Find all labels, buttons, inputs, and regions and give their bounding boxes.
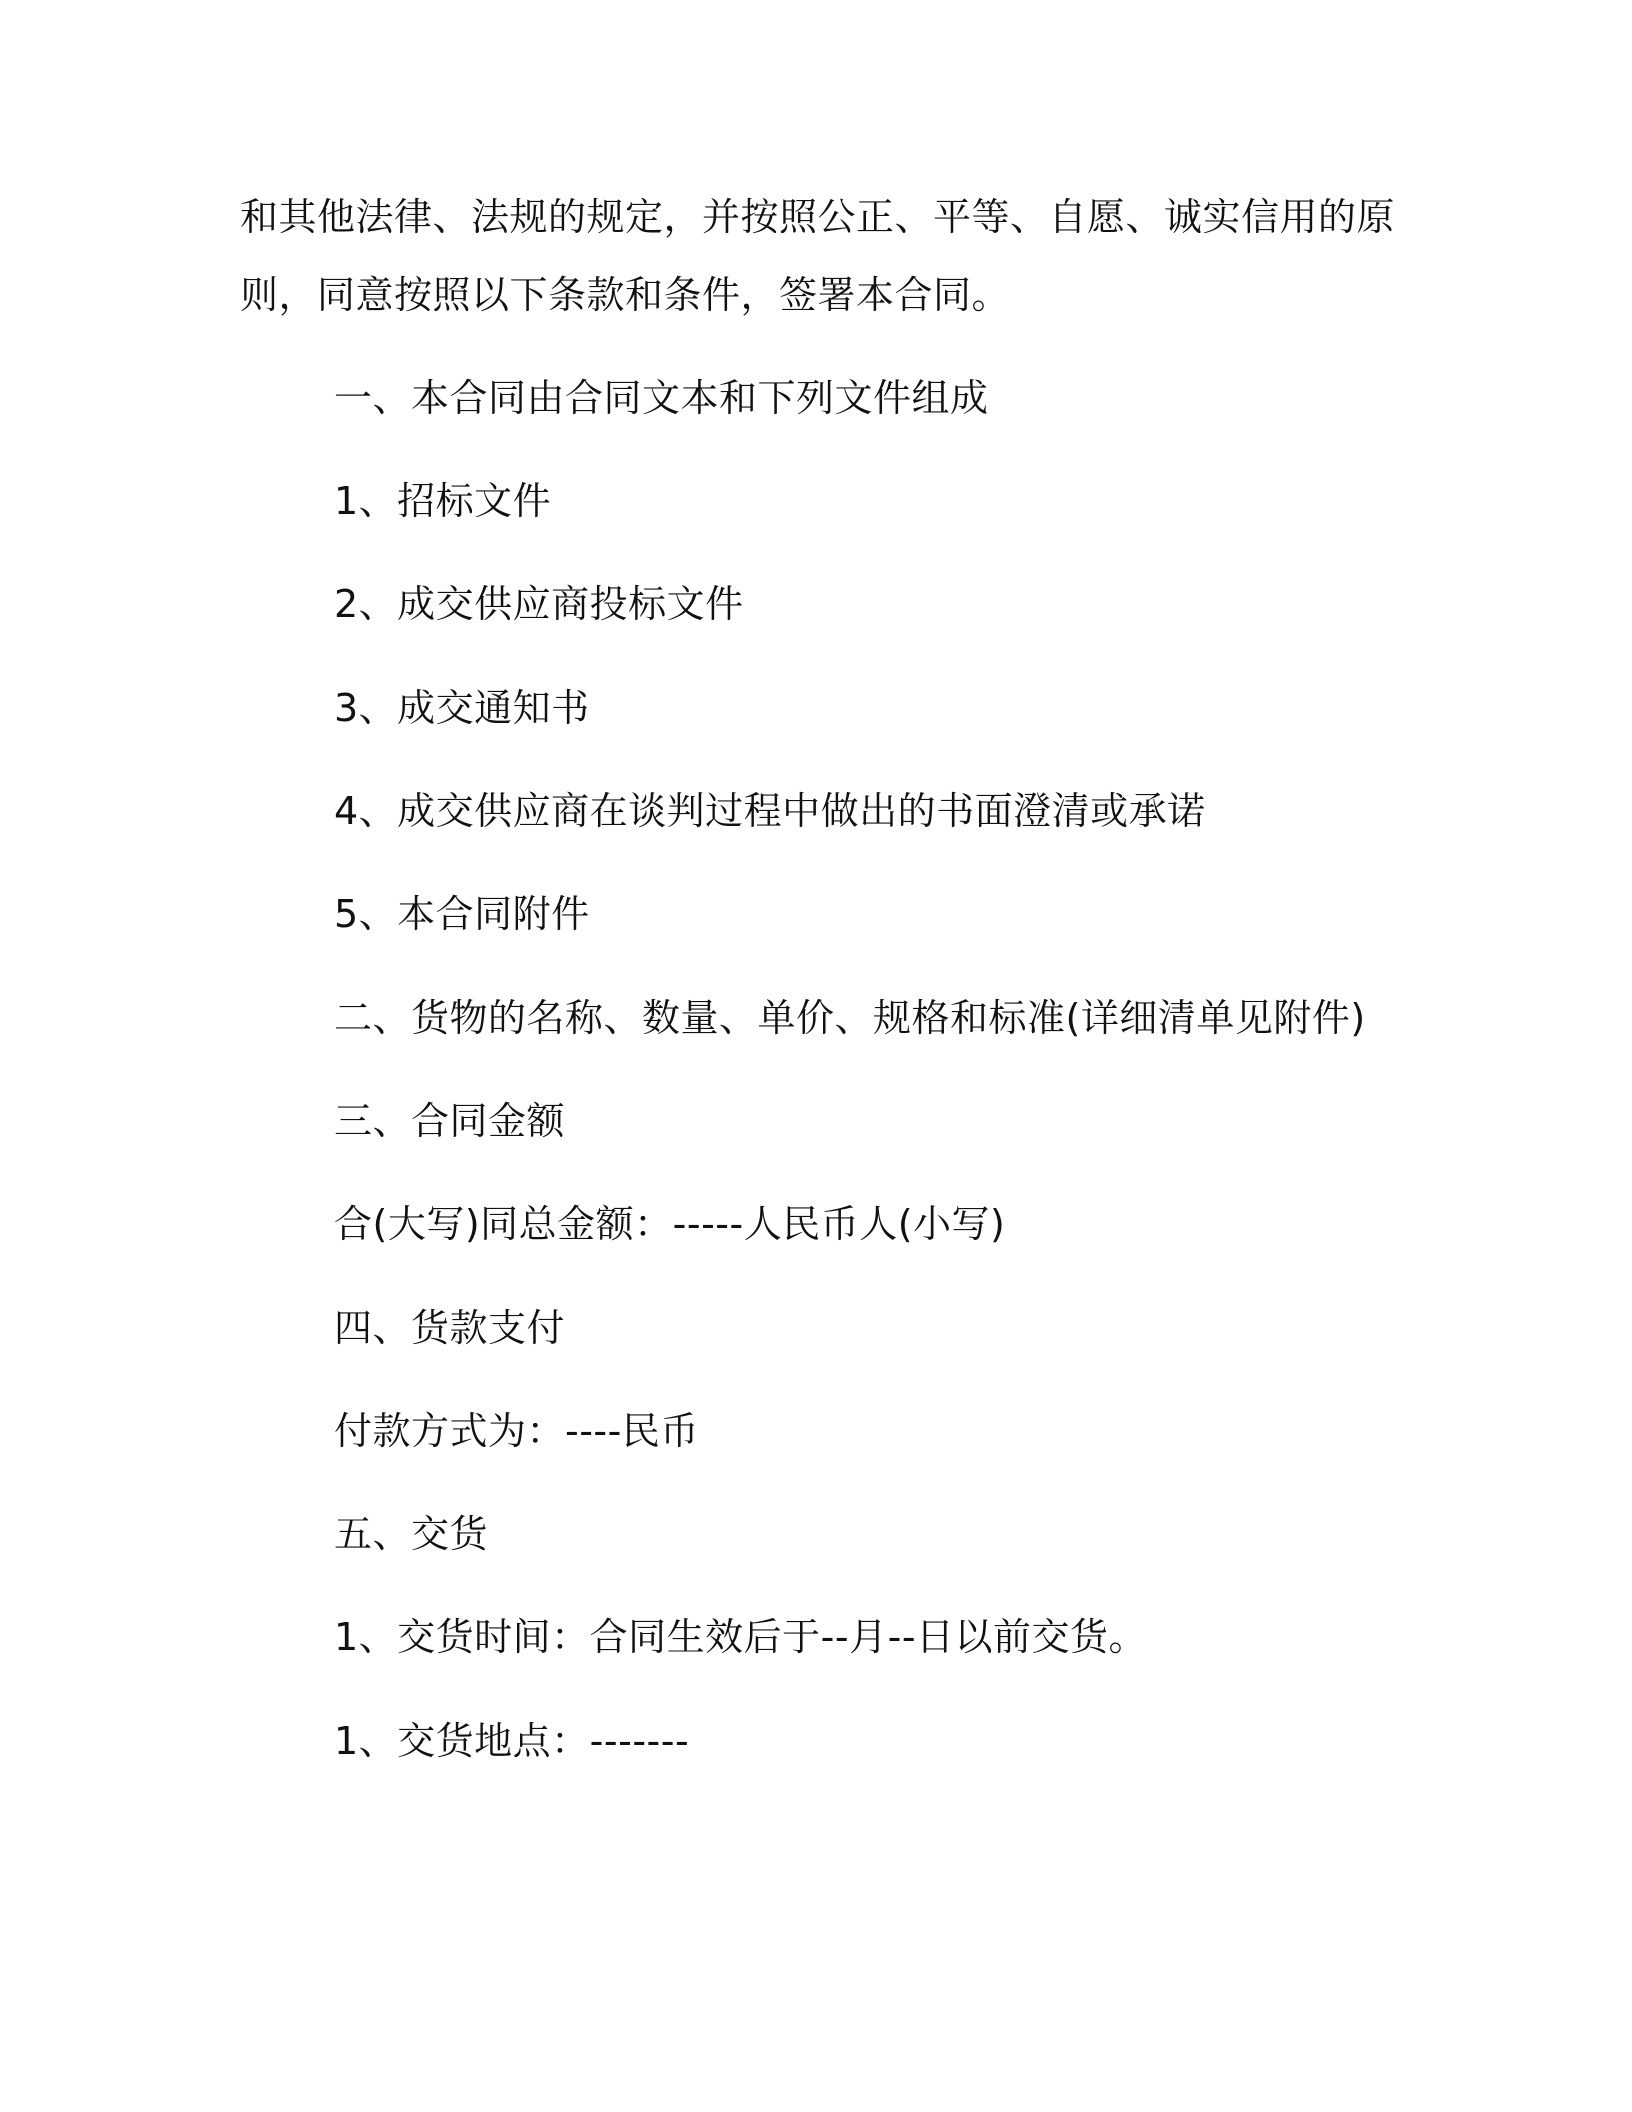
paragraph-line: 则，同意按照以下条款和条件，签署本合同。 bbox=[240, 273, 1011, 317]
paragraph-line: 合(大写)同总金额：-----人民币人(小写) bbox=[334, 1202, 1006, 1246]
section-heading: 三、合同金额 bbox=[334, 1099, 566, 1143]
list-item: 5、本合同附件 bbox=[334, 892, 590, 936]
list-item: 1、交货地点：------- bbox=[334, 1719, 690, 1763]
section-heading: 二、货物的名称、数量、单价、规格和标准(详细清单见附件) bbox=[334, 996, 1366, 1040]
section-heading: 四、货款支付 bbox=[334, 1306, 566, 1350]
paragraph-line: 付款方式为：----民币 bbox=[334, 1409, 699, 1453]
list-item: 1、交货时间：合同生效后于--月--日以前交货。 bbox=[334, 1615, 1148, 1659]
paragraph-line: 和其他法律、法规的规定，并按照公正、平等、自愿、诚实信用的原 bbox=[240, 195, 1396, 239]
list-item: 3、成交通知书 bbox=[334, 686, 590, 730]
list-item: 4、成交供应商在谈判过程中做出的书面澄清或承诺 bbox=[334, 789, 1206, 833]
section-heading: 一、本合同由合同文本和下列文件组成 bbox=[334, 376, 989, 420]
section-heading: 五、交货 bbox=[334, 1512, 489, 1556]
list-item: 1、招标文件 bbox=[334, 479, 552, 523]
list-item: 2、成交供应商投标文件 bbox=[334, 582, 744, 626]
